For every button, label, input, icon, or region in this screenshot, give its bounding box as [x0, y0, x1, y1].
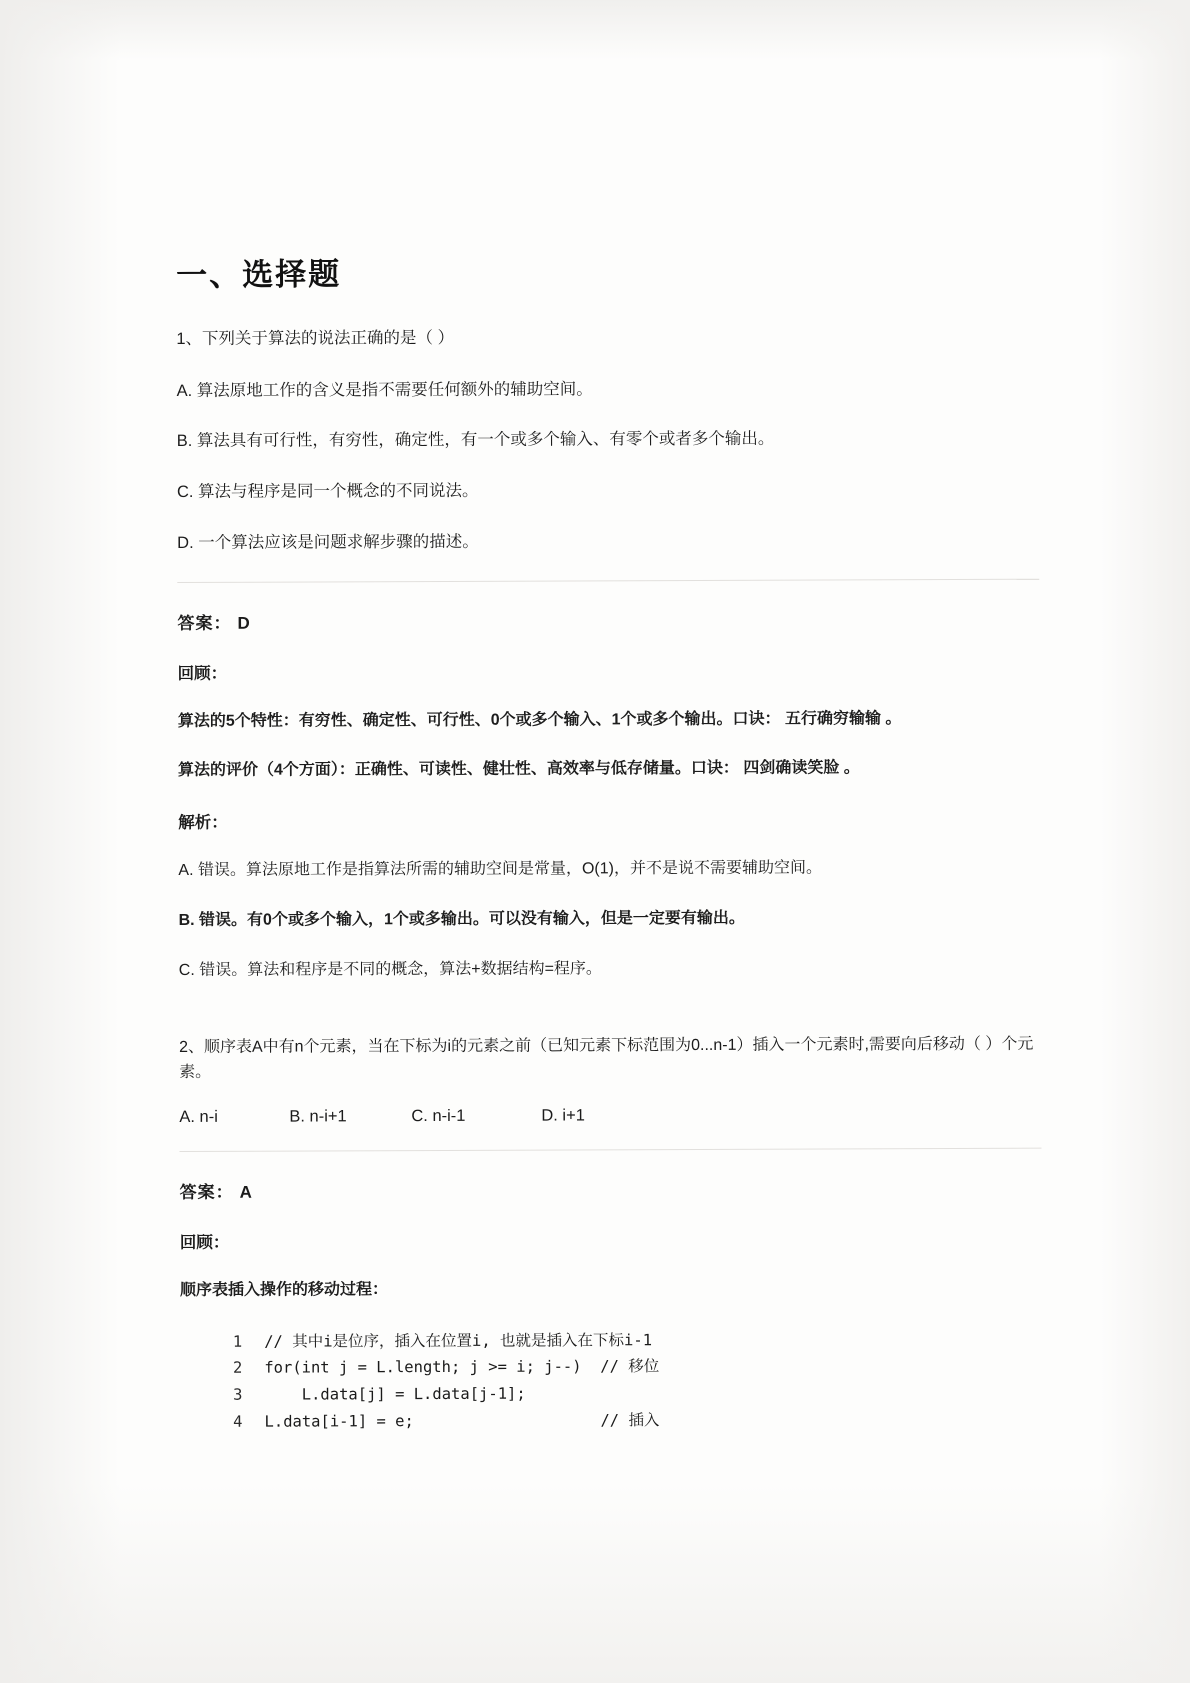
question-1-analysis-line-c: C. 错误。算法和程序是不同的概念，算法+数据结构=程序。 [178, 960, 602, 979]
code-line-text: // 其中i是位序，插入在位置i, 也就是插入在下标i-1 [264, 1330, 653, 1351]
answer-label: 答案： [177, 613, 232, 633]
section-divider-2 [179, 1147, 1041, 1151]
question-2-options [179, 1104, 1031, 1126]
question-1-analysis-line-b: B. 错误。有0个或多个输入，1个或多输出。可以没有输入，但是一定要有输出。 [178, 909, 745, 929]
scan-shadow-bottom [0, 1483, 1190, 1683]
question-1-analysis-label: 解析： [178, 813, 228, 833]
code-line-number: 3 [233, 1385, 243, 1404]
document-body [176, 245, 1033, 1435]
question-1-option-a: A. 算法原地工作的含义是指不需要任何额外的辅助空间。 [176, 379, 593, 400]
question-1-review-label: 回顾： [177, 664, 228, 683]
block-spacer [179, 1005, 1031, 1034]
scan-shadow-top [0, 0, 1190, 60]
code-line [202, 1352, 1032, 1382]
code-line-number: 2 [232, 1358, 243, 1377]
question-2-option-a: A. n-i [179, 1107, 218, 1126]
question-1-answer [177, 605, 1029, 633]
code-line-number: 4 [233, 1412, 243, 1431]
question-2-option-d: D. i+1 [541, 1106, 585, 1125]
code-line [202, 1405, 1032, 1435]
code-line [202, 1325, 1032, 1355]
answer-value-2: A [239, 1182, 253, 1202]
question-2-option-c: C. n-i-1 [411, 1106, 466, 1125]
code-line-text: L.data[j] = L.data[j-1]; [264, 1384, 526, 1404]
scan-shadow-left [0, 0, 120, 1683]
code-line-number: 1 [232, 1332, 243, 1351]
question-2-review-label: 回顾： [179, 1233, 230, 1252]
question-1-analysis-line-a: A. 错误。算法原地工作是指算法所需的辅助空间是常量，O(1)，并不是说不需要辅助空间。 [178, 859, 822, 880]
question-1-review-line-2: 算法的评价（4个方面）：正确性、可读性、健壮性、高效率与低存储量。口诀： 四剑确读笑脸 。 [177, 759, 860, 780]
code-line [202, 1379, 1032, 1409]
question-1-option-b: B. 算法具有可行性，有穷性，确定性，有一个或多个输入、有零个或者多个输出。 [176, 430, 775, 451]
answer-label-2: 答案： [179, 1182, 234, 1202]
question-1-option-d: D. 一个算法应该是问题求解步骤的描述。 [177, 532, 479, 552]
question-2-option-b: B. n-i+1 [289, 1107, 347, 1126]
question-1-stem: 1、下列关于算法的说法正确的是（ ） [176, 328, 455, 348]
section-divider [177, 578, 1039, 582]
answer-value: D [237, 613, 251, 633]
question-2-review-title: 顺序表插入操作的移动过程： [179, 1280, 389, 1299]
scan-shadow-right [1100, 0, 1190, 1683]
page-title: 一、选择题 [175, 256, 342, 293]
question-1-review-line-1: 算法的5个特性：有穷性、确定性、可行性、0个或多个输入、1个或多个输出。口诀： 五行确穷输输 。 [177, 709, 902, 730]
code-line-text: L.data[i-1] = e; // 插入 [264, 1410, 660, 1431]
code-snippet [202, 1325, 1032, 1435]
question-2-answer [180, 1174, 1032, 1202]
question-1-option-c: C. 算法与程序是同一个概念的不同说法。 [176, 481, 479, 502]
question-2-stem: 2、顺序表A中有n个元素，当在下标为i的元素之前（已知元素下标范围为0...n-1）插入一个元素时,需要向后移动（ ）个元素。 [179, 1035, 1034, 1082]
code-line-text: for(int j = L.length; j >= i; j--) // 移位 [264, 1357, 660, 1377]
